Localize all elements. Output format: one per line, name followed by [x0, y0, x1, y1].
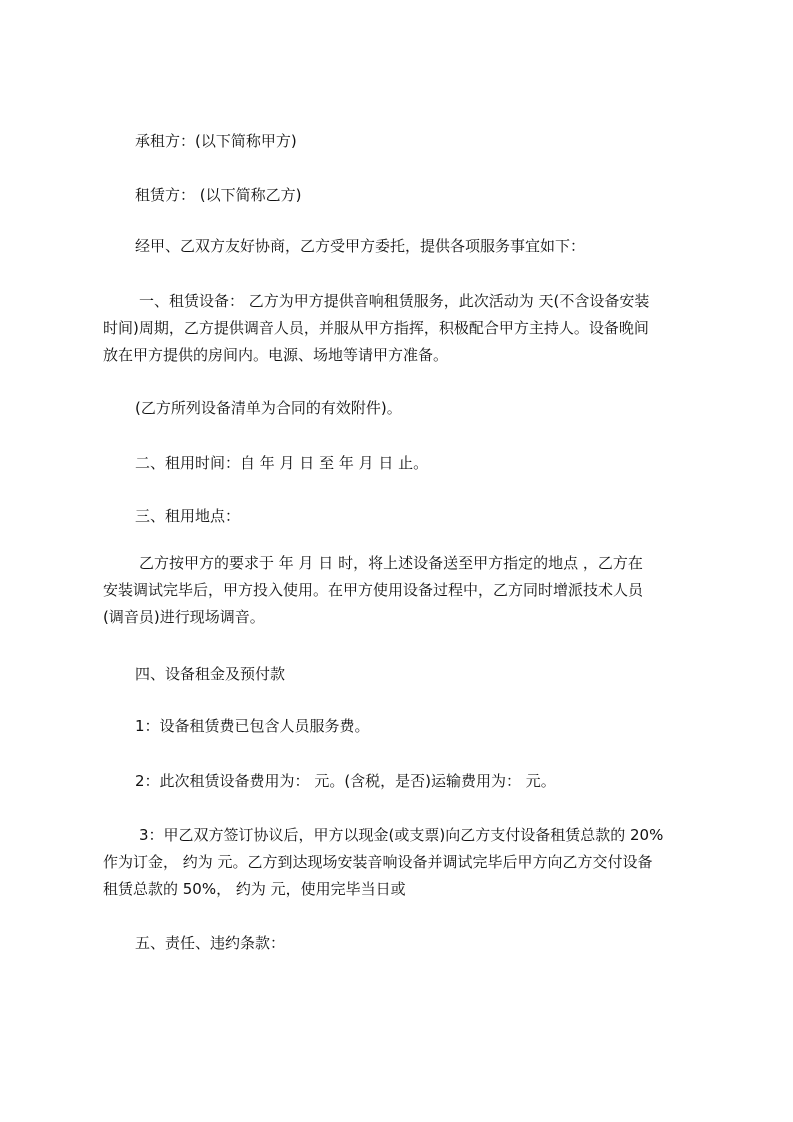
- lessor-line: [103, 182, 731, 209]
- section-1-line-1: 一、租赁设备： 乙方为甲方提供音响租赁服务，此次活动为 天(不含设备安装: [139, 292, 650, 310]
- section-1-paragraph: [103, 288, 699, 369]
- clause-3-line-2: 作为订金， 约为 元。乙方到达现场安装音响设备并调试完毕后甲方向乙方交付设备: [103, 853, 653, 871]
- section-3-line-2: 安装调试完毕后，甲方投入使用。在甲方使用设备过程中，乙方同时增派技术人员: [103, 581, 644, 599]
- lessor-text: 租赁方： (以下简称乙方): [135, 186, 302, 204]
- section-1-line-3: 放在甲方提供的房间内。电源、场地等请甲方准备。: [103, 346, 449, 364]
- clause-2-paragraph: [103, 768, 731, 795]
- intro-text: 经甲、乙双方友好协商，乙方受甲方委托，提供各项服务事宜如下：: [135, 237, 586, 255]
- clause-1-paragraph: [103, 713, 731, 740]
- section-1-line-2: 时间)周期，乙方提供调音人员，并服从甲方指挥，积极配合甲方主持人。设备晚间: [103, 319, 649, 337]
- attachment-note-paragraph: [103, 395, 731, 422]
- intro-paragraph: [103, 233, 731, 260]
- section-5-title: 五、责任、违约条款：: [135, 934, 286, 952]
- section-3-line-1: 乙方按甲方的要求于 年 月 日 时，将上述设备送至甲方指定的地点 ，乙方在: [139, 554, 643, 572]
- section-5-title-paragraph: [103, 930, 731, 957]
- clause-3-line-3: 租赁总款的 50%， 约为 元，使用完毕当日或: [103, 880, 406, 898]
- section-2-text: 二、租用时间：自 年 月 日 至 年 月 日 止。: [135, 454, 429, 472]
- section-4-title-paragraph: [103, 661, 731, 688]
- clause-1-text: 1：设备租赁费已包含人员服务费。: [135, 717, 370, 735]
- section-3-title-paragraph: [103, 503, 731, 530]
- section-3-body: [103, 550, 699, 631]
- section-3-title: 三、租用地点：: [135, 507, 241, 525]
- lessee-line: [103, 128, 731, 155]
- attachment-note-text: (乙方所列设备清单为合同的有效附件)。: [135, 399, 402, 417]
- section-2-paragraph: [103, 450, 731, 477]
- section-3-line-3: (调音员)进行现场调音。: [103, 608, 265, 626]
- lessee-text: 承租方：(以下简称甲方): [135, 132, 297, 150]
- section-4-title: 四、设备租金及预付款: [135, 665, 286, 683]
- clause-3-paragraph: [103, 822, 699, 903]
- clause-2-text: 2：此次租赁设备费用为： 元。(含税，是否)运输费用为： 元。: [135, 772, 556, 790]
- clause-3-line-1: 3：甲乙双方签订协议后，甲方以现金(或支票)向乙方支付设备租赁总款的 20%: [139, 826, 664, 844]
